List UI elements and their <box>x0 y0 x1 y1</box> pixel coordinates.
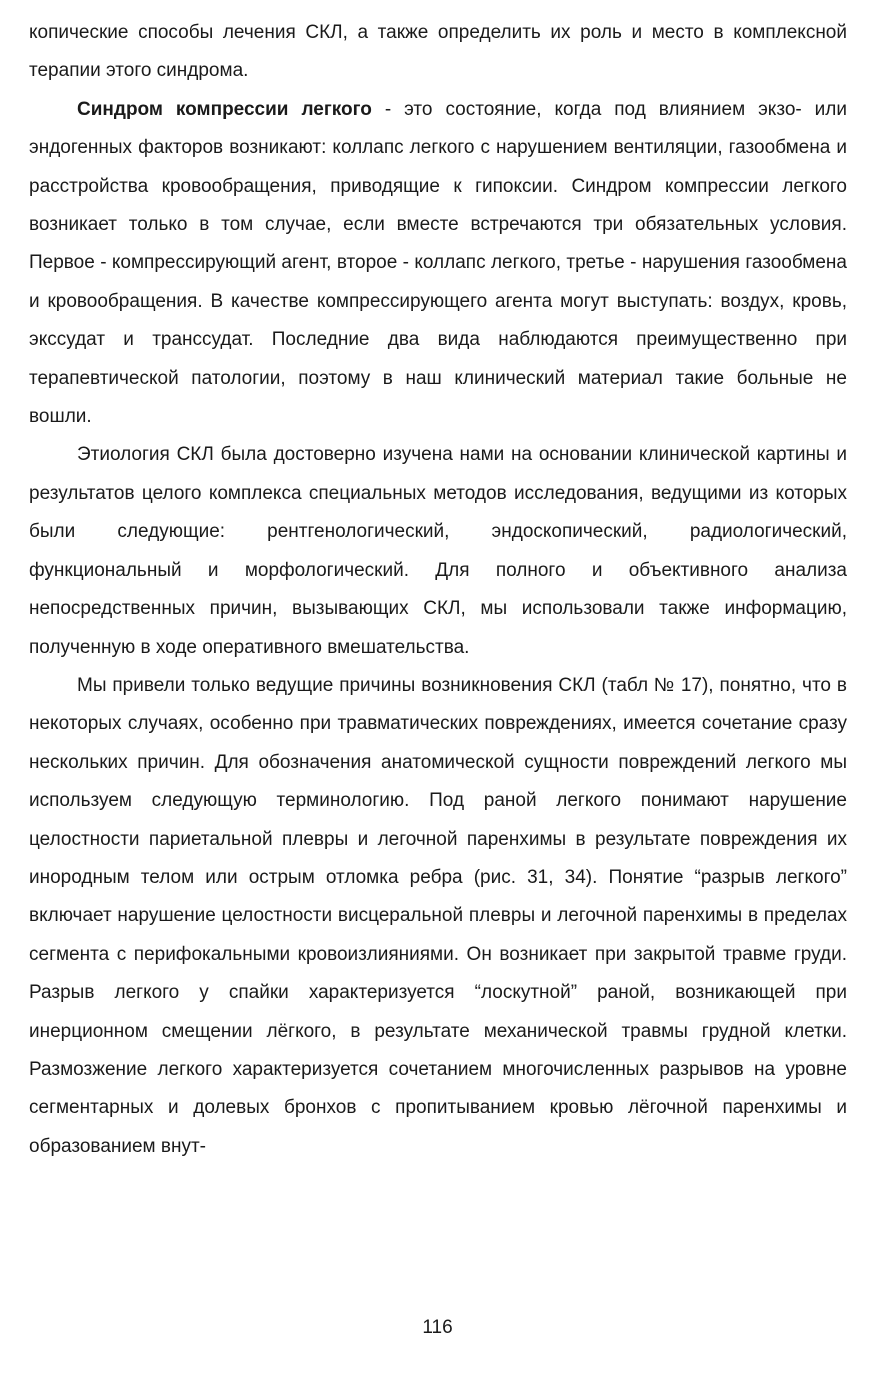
paragraph-4 <box>29 667 847 1166</box>
paragraph-2-text: - это состояние, когда под влиянием экзо- или эндогенных факторов возникают: коллапс легкого с нарушением вентиляции, газообмена и расстройства кровообращения, приводящие к гипоксии. Синдром компрессии легкого возникает только в том случае, если вместе встречаются три обязательных условия. Первое - компрессирующий агент, второе - коллапс легкого, третье - нарушения газообмена и кровообращения. В качестве компрессирующего агента могут выступать: воздух, кровь, экссудат и транссудат. Последние два вида наблюдаются преимущественно при терапевтической патологии, поэтому в наш клинический материал такие больные не вошли. <box>29 98 847 428</box>
page-number: 116 <box>422 1317 453 1338</box>
paragraph-4-text: Мы привели только ведущие причины возникновения СКЛ (табл № 17), понятно, что в некоторых случаях, особенно при травматических повреждениях, имеется сочетание сразу нескольких причин. Для обозначения анатомической сущности повреждений легкого мы используем следующую терминологию. Под раной легкого понимают нарушение целостности париетальной плевры и легочной паренхимы в результате повреждения их инородным телом или острым отломка ребра (рис. 31, 34). Понятие “разрыв легкого” включает нарушение целостности висцеральной плевры и легочной паренхимы в пределах сегмента с перифокальными кровоизлияниями. Он возникает при закрытой травме груди. Разрыв легкого у спайки характеризуется “лоскутной” раной, возникающей при инерционном смещении лёгкого, в результате механической травмы грудной клетки. Размозжение легкого характеризуется сочетанием многочисленных разрывов на уровне сегментарных и долевых бронхов с пропитыванием кровью лёгочной паренхимы и образованием внут- <box>29 674 847 1157</box>
paragraph-2 <box>29 91 847 437</box>
paragraph-1 <box>29 14 847 91</box>
term-definition-heading: Синдром компрессии легкого <box>77 98 372 120</box>
paragraph-1-text: копические способы лечения СКЛ, а также определить их роль и место в комплексной терапии этого синдрома. <box>29 22 847 82</box>
page-body <box>29 14 847 1166</box>
paragraph-3 <box>29 436 847 666</box>
paragraph-3-text: Этиология СКЛ была достоверно изучена нами на основании клинической картины и результатов целого комплекса специальных методов исследования, ведущими из которых были следующие: рентгенологический, эндоскопический, радиологический, функциональный и морфологический. Для полного и объективного анализа непосредственных причин, вызывающих СКЛ, мы использовали также информацию, полученную в ходе оперативного вмешательства. <box>29 444 847 658</box>
